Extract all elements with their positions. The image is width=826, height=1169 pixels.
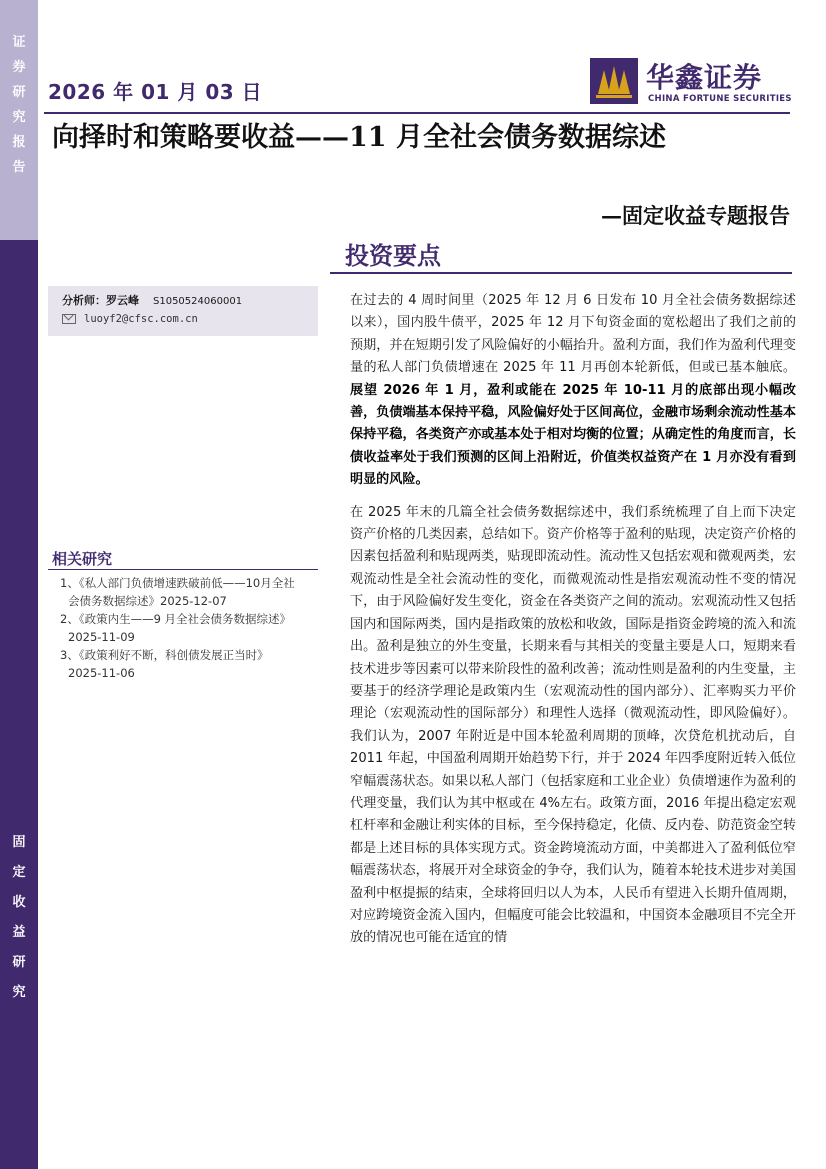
key-points-body — [350, 290, 796, 950]
related-research-item[interactable]: 3、《政策利好不断，科创债发展正当时》2025-11-06 — [60, 648, 269, 680]
analyst-name: 罗云峰 — [106, 294, 139, 307]
sidebar-bottom — [0, 240, 38, 1169]
logo-mark-icon — [590, 58, 638, 104]
header-divider — [44, 112, 790, 114]
analyst-email-line — [62, 313, 198, 325]
related-research-heading: 相关研究 — [52, 550, 113, 568]
sidebar-char: 究 — [12, 985, 26, 1000]
related-research-item[interactable]: 1、《私人部门负债增速跌破前低——10月全社会债务数据综述》2025-12-07 — [60, 576, 295, 608]
report-title: 向择时和策略要收益——11 月全社会债务数据综述 — [52, 122, 666, 153]
sidebar-label-bottom — [0, 828, 38, 1008]
sidebar-char: 告 — [12, 160, 26, 175]
analyst-label: 分析师： — [62, 294, 106, 307]
sidebar-char: 收 — [12, 895, 26, 910]
sidebar-char: 固 — [12, 835, 26, 850]
body-paragraph-1 — [350, 290, 796, 492]
analyst-email[interactable]: luoyf2@cfsc.com.cn — [84, 313, 198, 325]
sidebar-char: 券 — [12, 60, 26, 75]
body-paragraph-1-text: 在过去的 4 周时间里（2025 年 12 月 6 日发布 10 月全社会债务数据综述以来），国内股牛债平，2025 年 12 月下旬资金面的宽松超出了我们之前的预期，并在短期引发了风险偏好的小幅抬升。盈利方面，我们作为盈利代理变量的私人部门负债增速在 2025 年 11 月再创本轮新低，但或已基本触底。 — [350, 293, 796, 376]
sidebar-char: 证 — [12, 35, 26, 50]
analyst-card — [48, 286, 318, 336]
sidebar-char: 研 — [12, 955, 26, 970]
report-date: 2026 年 01 月 03 日 — [48, 80, 263, 104]
analyst-line — [62, 292, 242, 308]
mail-icon — [62, 314, 76, 324]
related-research-list — [60, 574, 296, 682]
body-paragraph-1-highlight: 展望 2026 年 1 月，盈利或能在 2025 年 10-11 月的底部出现小幅改善，负债端基本保持平稳，风险偏好处于区间高位，金融市场剩余流动性基本保持平稳，各类资产亦或基本处于相对均衡的位置；从确定性的角度而言，长债收益率处于我们预测的区间上沿附近，价值类权益资产在 1 月亦没有看到明显的风险。 — [350, 382, 796, 488]
logo-english-name: CHINA FORTUNE SECURITIES — [648, 94, 792, 104]
report-subtitle: —固定收益专题报告 — [601, 203, 790, 228]
company-logo — [590, 56, 790, 108]
logo-chinese-name: 华鑫证券 — [646, 61, 763, 94]
related-research-item[interactable]: 2、《政策内生——9 月全社会债务数据综述》2025-11-09 — [60, 612, 292, 644]
sidebar-label-top — [0, 30, 38, 180]
related-research-divider — [48, 569, 318, 570]
body-paragraph-2: 在 2025 年末的几篇全社会债务数据综述中，我们系统梳理了自上而下决定资产价格的几类因素，总结如下。资产价格等于盈利的贴现，决定资产价格的因素包括盈利和贴现两类，贴现即流动性。流动性又包括宏观和微观两类，宏观流动性是全社会流动性的变化，而微观流动性是指宏观流动性不变的情况下，由于风险偏好发生变化，资金在各类资产之间的流动。宏观流动性又包括国内和国际两类，国内是指政策的放松和收敛，国际是指资金跨境的流入和流出。盈利是独立的外生变量，长期来看与其相关的变量主要是人口，短期来看技术进步等因素可以带来阶段性的盈利改善；流动性则是盈利的内生变量，主要基于的经济学理论是政策内生（宏观流动性的国内部分）、汇率购买力平价理论（宏观流动性的国际部分）和理性人选择（微观流动性，即风险偏好）。我们认为，2007 年附近是中国本轮盈利周期的顶峰，次贷危机扰动后，自 2011 年起，中国盈利周期开始趋势下行，并于 2024 年四季度附近转入低位窄幅震荡状态。如果以私人部门（包括家庭和工业企业）负债增速作为盈利的代理变量，我们认为其中枢或在 4%左右。政策方面，2016 年提出稳定宏观杠杆率和金融让利实体的目标，至今保持稳定，化债、反内卷、防范资金空转都是上述目标的具体实现方式。资金跨境流动方面，中美都进入了盈利低位窄幅震荡状态，将展开对全球资金的争夺，我们认为，随着本轮技术进步对美国盈利中枢提振的结束，全球将回归以人为本，人民币有望进入长期升值周期，对应跨境资金流入国内，但幅度可能会比较温和，中国资本金融项目不完全开放的情况也可能在适宜的情 — [350, 504, 796, 946]
sidebar-char: 报 — [12, 135, 26, 150]
sidebar-char: 益 — [12, 925, 26, 940]
sidebar-char: 研 — [12, 85, 26, 100]
sidebar-char: 定 — [12, 865, 26, 880]
sidebar-char: 究 — [12, 110, 26, 125]
key-points-heading: 投资要点 — [345, 241, 441, 270]
analyst-cert-number: S1050524060001 — [153, 296, 243, 307]
key-points-divider — [330, 272, 792, 274]
